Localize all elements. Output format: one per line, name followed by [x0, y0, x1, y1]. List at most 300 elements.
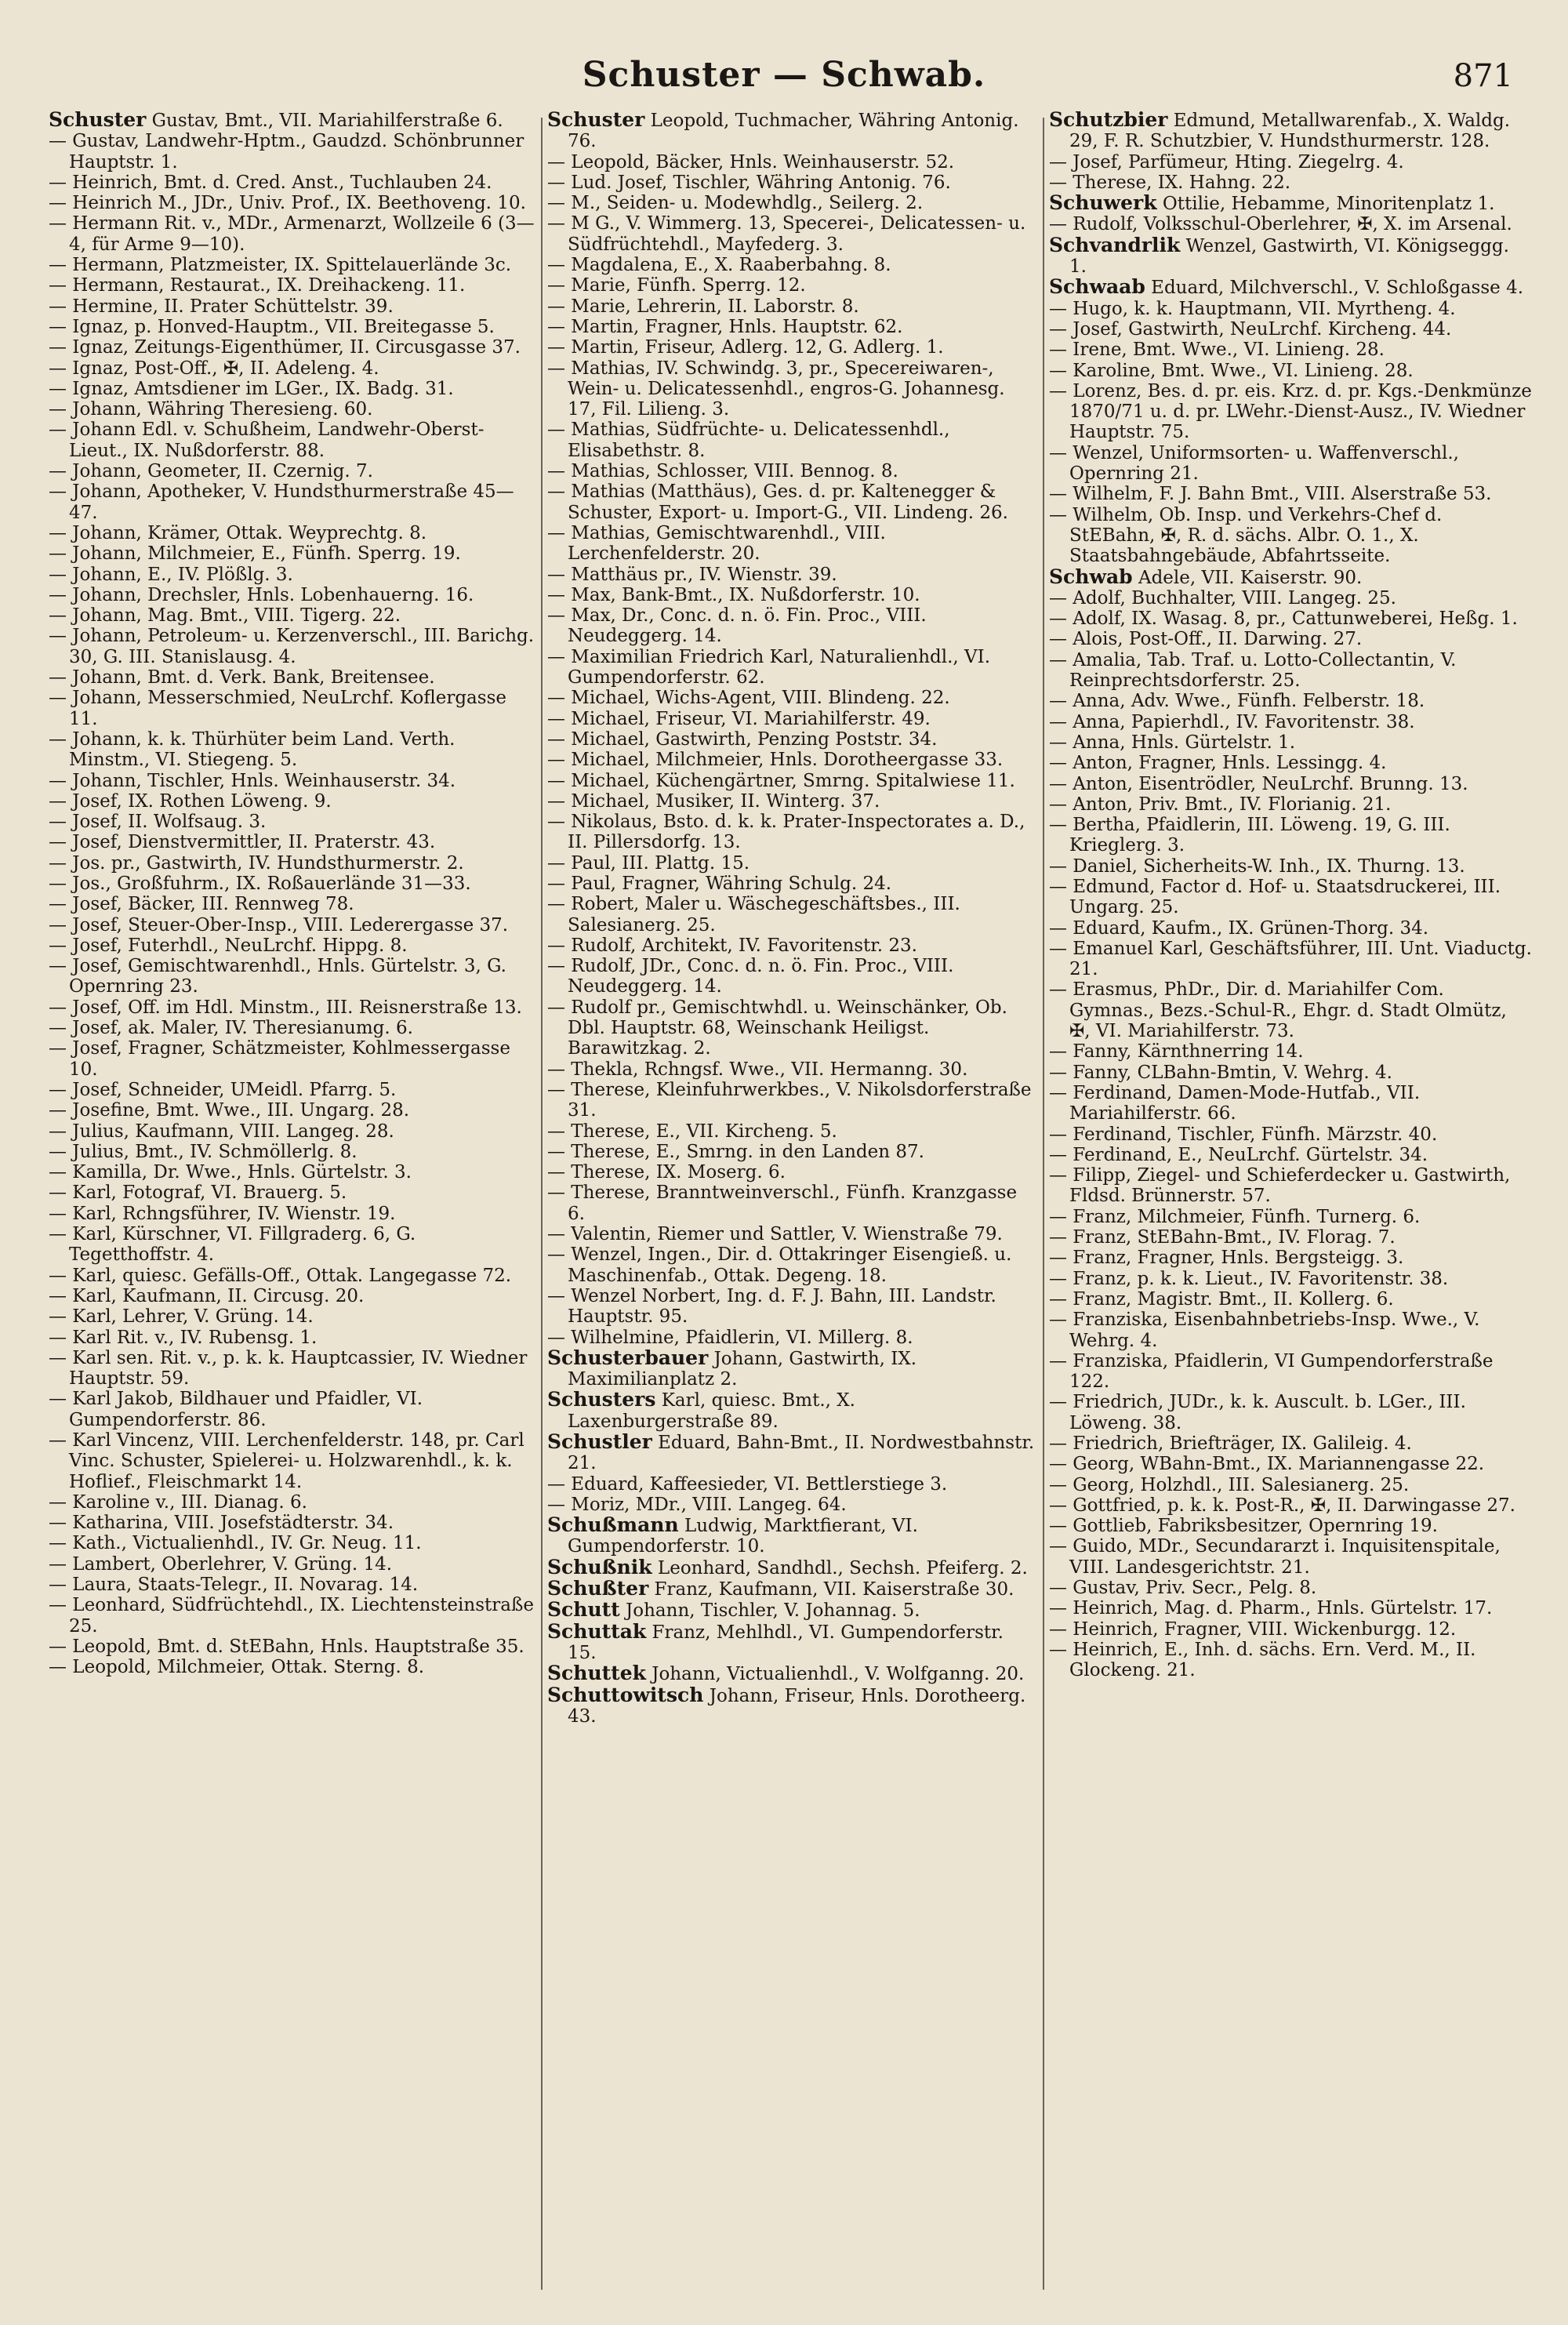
- directory-entry: [547, 1557, 1036, 1578]
- directory-entry: [49, 1306, 536, 1327]
- directory-entry: [1049, 110, 1532, 152]
- entry-text: — Heinrich, Mag. d. Pharm., Hnls. Gürtelstr. 17.: [1049, 1598, 1493, 1619]
- column-1: [49, 110, 536, 2290]
- entry-text: Eduard, Bahn-Bmt., II. Nordwestbahnstr. 21.: [568, 1433, 1035, 1474]
- entry-text: — Friedrich, JUDr., k. k. Auscult. b. LGer., III. Löweng. 38.: [1049, 1392, 1466, 1433]
- directory-entry: [1049, 1083, 1532, 1124]
- entry-text: — Irene, Bmt. Wwe., VI. Linieng. 28.: [1049, 340, 1385, 361]
- directory-entry: [49, 523, 536, 543]
- entry-text: — Karoline v., III. Dianag. 6.: [49, 1491, 307, 1513]
- entry-text: — M G., V. Wimmerg. 13, Specerei-, Delicatessen- u. Südfrüchtehdl., Mayfederg. 3.: [547, 213, 1026, 255]
- directory-entry: [1049, 1165, 1532, 1207]
- directory-entry: [547, 296, 1036, 317]
- entry-text: — Lorenz, Bes. d. pr. eis. Krz. d. pr. Kgs.-Denkmünze 1870/71 u. d. pr. LWehr.-Dienst-Ausz., IV. Wiedner Hauptstr. 75.: [1049, 380, 1532, 443]
- directory-entry: [1049, 340, 1532, 360]
- directory-entry: [49, 812, 536, 832]
- entry-text: — Rudolf, Volksschul-Oberlehrer, ✠, X. im Arsenal.: [1049, 214, 1512, 235]
- entry-text: — Ferdinand, E., NeuLrchf. Gürtelstr. 34.: [1049, 1144, 1428, 1165]
- directory-entry: [1049, 1392, 1532, 1433]
- directory-entry: [547, 420, 1036, 461]
- surname-heading: Schuwerk: [1049, 191, 1157, 215]
- directory-entry: [547, 1328, 1036, 1348]
- directory-entry: [49, 358, 536, 379]
- entry-text: — Leopold, Bäcker, Hnls. Weinhauserstr. 52.: [547, 151, 955, 173]
- entry-text: — Josef, II. Wolfsaug. 3.: [49, 812, 267, 833]
- entry-text: — Mathias, Gemischtwarenhdl., VIII. Lerchenfelderstr. 20.: [547, 522, 886, 565]
- entry-text: — Wenzel, Ingen., Dir. d. Ottakringer Eisengieß. u. Maschinenfab., Ottak. Degeng. 18.: [547, 1244, 1012, 1286]
- entry-text: — Lambert, Oberlehrer, V. Grüng. 14.: [49, 1553, 393, 1575]
- directory-entry: [49, 935, 536, 956]
- directory-entry: [1049, 484, 1532, 504]
- entry-text: — Marie, Lehrerin, II. Laborstr. 8.: [547, 296, 859, 317]
- directory-entry: [1049, 505, 1532, 567]
- directory-entry: [49, 1018, 536, 1038]
- surname-heading: Schutzbier: [1049, 110, 1168, 131]
- entry-text: — Hermann, Restaurat., IX. Dreihackeng. 11.: [49, 275, 466, 296]
- directory-entry: [547, 565, 1036, 585]
- entry-text: — Johann, Messerschmied, NeuLrchf. Koflergasse 11.: [49, 688, 506, 729]
- entry-text: Ludwig, Marktfierant, VI. Gumpendorferstr. 10.: [568, 1516, 918, 1557]
- directory-entry: [547, 1495, 1036, 1515]
- surname-heading: Schuster: [547, 110, 645, 131]
- directory-entry: [547, 255, 1036, 275]
- directory-entry: [1049, 1433, 1532, 1454]
- directory-entry: [1049, 650, 1532, 692]
- entry-text: — Franz, Milchmeier, Fünfh. Turnerg. 6.: [1049, 1206, 1421, 1227]
- entry-text: — Franz, Fragner, Hnls. Bergsteigg. 3.: [1049, 1248, 1404, 1269]
- directory-entry: [1049, 299, 1532, 319]
- entry-text: — Johann, E., IV. Plößlg. 3.: [49, 564, 293, 585]
- directory-entry: [1049, 815, 1532, 856]
- entry-text: — Anna, Adv. Wwe., Fünfh. Felberstr. 18.: [1049, 691, 1425, 712]
- entry-text: Johann, Victualienhdl., V. Wolfganng. 20.: [645, 1664, 1025, 1685]
- entry-text: — Karl Rit. v., IV. Rubensg. 1.: [49, 1327, 318, 1348]
- entry-text: — Michael, Friseur, VI. Mariahilferstr. 49.: [547, 708, 931, 729]
- directory-entry: [1049, 1351, 1532, 1393]
- directory-entry: [1049, 1269, 1532, 1289]
- directory-entry: [49, 1637, 536, 1657]
- surname-heading: Schußmann: [547, 1513, 679, 1537]
- directory-entry: [547, 110, 1036, 152]
- entry-text: — Michael, Wichs-Agent, VIII. Blindeng. 22.: [547, 688, 950, 709]
- directory-entry: [547, 317, 1036, 337]
- entry-text: — Josef, IX. Rothen Löweng. 9.: [49, 790, 332, 812]
- entry-text: — Daniel, Sicherheits-W. Inh., IX. Thurng. 13.: [1049, 856, 1465, 877]
- entry-text: — Josef, Bäcker, III. Rennweg 78.: [49, 894, 354, 915]
- entry-text: — Josef, Off. im Hdl. Minstm., III. Reisnerstraße 13.: [49, 997, 522, 1018]
- directory-entry: [1049, 1248, 1532, 1268]
- directory-entry: [1049, 856, 1532, 877]
- entry-text: — Wenzel, Uniformsorten- u. Waffenverschl., Opernring 21.: [1049, 442, 1459, 485]
- directory-entry: [547, 791, 1036, 812]
- entry-text: — Karl, Lehrer, V. Grüng. 14.: [49, 1306, 314, 1328]
- directory-entry: [49, 173, 536, 193]
- entry-text: Adele, VII. Kaiserstr. 90.: [1132, 567, 1363, 588]
- entry-text: — Martin, Fragner, Hnls. Hauptstr. 62.: [547, 316, 903, 337]
- entry-text: — Therese, IX. Moserg. 6.: [547, 1162, 786, 1183]
- entry-text: — Guido, MDr., Secundararzt i. Inquisitenspitale, VIII. Landesgerichtstr. 21.: [1049, 1536, 1501, 1578]
- entry-text: — Paul, III. Plattg. 15.: [547, 852, 750, 874]
- directory-entry: [547, 152, 1036, 173]
- entry-text: — Martin, Friseur, Adlerg. 12, G. Adlerg. 1.: [547, 337, 944, 358]
- entry-text: — Ignaz, p. Honved-Hauptm., VII. Breitegasse 5.: [49, 316, 495, 337]
- entry-text: — Wilhelm, Ob. Insp. und Verkehrs-Chef d. StEBahn, ✠, R. d. sächs. Albr. O. 1., X. Staatsbahngebäude, Abfahrtsseite.: [1049, 504, 1443, 567]
- entry-text: — Lud. Josef, Tischler, Währing Antonig. 76.: [547, 172, 951, 193]
- directory-entry: [547, 275, 1036, 296]
- directory-entry: [547, 1121, 1036, 1142]
- entry-text: — Johann, Krämer, Ottak. Weyprechtg. 8.: [49, 522, 427, 543]
- page-number: 871: [1453, 58, 1513, 94]
- directory-entry: [49, 461, 536, 481]
- entry-text: — Wilhelmine, Pfaidlerin, VI. Millerg. 8.: [547, 1327, 913, 1348]
- entry-text: Ottilie, Hebamme, Minoritenplatz 1.: [1156, 194, 1495, 215]
- entry-text: — Josef, Fragner, Schätzmeister, Kohlmessergasse 10.: [49, 1038, 510, 1080]
- directory-entry: [1049, 567, 1532, 588]
- directory-entry: [547, 1515, 1036, 1557]
- entry-text: — Karl, Fotograf, VI. Brauerg. 5.: [49, 1182, 347, 1204]
- entry-text: — Anton, Eisentrödler, NeuLrchf. Brunng. 13.: [1049, 773, 1468, 794]
- entry-text: — Gustav, Priv. Secr., Pelg. 8.: [1049, 1578, 1317, 1599]
- entry-text: — Josef, Parfümeur, Hting. Ziegelrg. 4.: [1049, 151, 1404, 173]
- directory-entry: [49, 1038, 536, 1080]
- entry-text: — Robert, Maler u. Wäschegeschäftsbes., III. Salesianerg. 25.: [547, 894, 960, 935]
- directory-entry: [1049, 152, 1532, 173]
- directory-entry: [547, 1685, 1036, 1727]
- directory-entry: [1049, 381, 1532, 443]
- directory-entry: [547, 935, 1036, 956]
- entry-text: — Anton, Fragner, Hnls. Lessingg. 4.: [1049, 753, 1387, 774]
- entry-text: Karl, quiesc. Bmt., X. Laxenburgerstraße 89.: [568, 1390, 855, 1432]
- directory-entry: [547, 1142, 1036, 1162]
- directory-entry: [1049, 979, 1532, 1041]
- entry-text: — Josef, Futerhdl., NeuLrchf. Hippg. 8.: [49, 935, 408, 956]
- directory-entry: [547, 647, 1036, 688]
- entry-text: — Mathias (Matthäus), Ges. d. pr. Kaltenegger & Schuster, Export- u. Import-G., VII. Lindeng. 26.: [547, 481, 1008, 523]
- directory-entry: [547, 1600, 1036, 1621]
- entry-text: — Heinrich M., JDr., Univ. Prof., IX. Beethoveng. 10.: [49, 193, 526, 214]
- entry-text: — Thekla, Rchngsf. Wwe., VII. Hermanng. 30.: [547, 1059, 968, 1080]
- entry-text: — Heinrich, E., Inh. d. sächs. Ern. Verd. M., II. Glockeng. 21.: [1049, 1639, 1476, 1681]
- directory-entry: [547, 1286, 1036, 1328]
- entry-text: — Julius, Kaufmann, VIII. Langeg. 28.: [49, 1121, 394, 1142]
- directory-entry: [49, 565, 536, 585]
- directory-entry: [49, 1162, 536, 1182]
- entry-text: — Leopold, Bmt. d. StEBahn, Hnls. Hauptstraße 35.: [49, 1636, 524, 1657]
- directory-entry: [1049, 235, 1532, 278]
- entry-text: — Anton, Priv. Bmt., IV. Florianig. 21.: [1049, 794, 1392, 815]
- directory-entry: [1049, 732, 1532, 753]
- directory-entry: [1049, 691, 1532, 711]
- directory-entry: [547, 1390, 1036, 1432]
- entry-text: — Karl, quiesc. Gefälls-Off., Ottak. Langegasse 72.: [49, 1265, 512, 1286]
- entry-text: — Leopold, Milchmeier, Ottak. Sterng. 8.: [49, 1657, 425, 1678]
- entry-text: — Gustav, Landwehr-Hptm., Gaudzd. Schönbrunner Hauptstr. 1.: [49, 131, 524, 173]
- directory-entry: [547, 853, 1036, 874]
- entry-text: — Jos., Großfuhrm., IX. Roßauerlände 31—33.: [49, 873, 471, 894]
- entry-text: — Fanny, Kärnthnerring 14.: [1049, 1041, 1304, 1063]
- directory-entry: [547, 956, 1036, 997]
- entry-text: — Michael, Küchengärtner, Smrng. Spitalwiese 11.: [547, 770, 1015, 791]
- entry-text: — Laura, Staats-Telegr., II. Novarag. 14.: [49, 1575, 419, 1596]
- entry-text: — Georg, Holzhdl., III. Salesianerg. 25.: [1049, 1474, 1410, 1495]
- directory-entry: [49, 1121, 536, 1142]
- entry-text: — Julius, Bmt., IV. Schmöllerlg. 8.: [49, 1141, 358, 1162]
- directory-entry: [547, 1619, 1036, 1664]
- entry-text: — Franz, p. k. k. Lieut., IV. Favoritenstr. 38.: [1049, 1268, 1449, 1289]
- directory-entry: [547, 750, 1036, 770]
- entry-text: — Jos. pr., Gastwirth, IV. Hundsthurmerstr. 2.: [49, 852, 464, 874]
- directory-entry: [49, 193, 536, 213]
- directory-entry: [547, 461, 1036, 481]
- directory-entry: [49, 956, 536, 997]
- directory-entry: [49, 399, 536, 420]
- surname-heading: Schußnik: [547, 1555, 652, 1578]
- directory-entry: [1049, 1536, 1532, 1578]
- directory-entry: [547, 213, 1036, 255]
- entry-text: — Marie, Fünfh. Sperrg. 12.: [547, 275, 806, 296]
- entry-text: — Kamilla, Dr. Wwe., Hnls. Gürtelstr. 3.: [49, 1162, 412, 1183]
- entry-text: — Therese, E., Smrng. in den Landen 87.: [547, 1141, 924, 1162]
- entry-text: — Heinrich, Fragner, VIII. Wickenburgg. 12.: [1049, 1618, 1457, 1640]
- entry-text: — Karl sen. Rit. v., p. k. k. Hauptcassier, IV. Wiedner Hauptstr. 59.: [49, 1347, 528, 1390]
- directory-entry: [49, 337, 536, 358]
- entry-text: — Mathias, Schlosser, VIII. Bennog. 8.: [547, 461, 898, 482]
- directory-entry: [1049, 361, 1532, 381]
- directory-entry: [49, 832, 536, 852]
- directory-entry: [49, 1286, 536, 1306]
- surname-heading: Schusters: [547, 1388, 656, 1411]
- directory-entry: [1049, 918, 1532, 939]
- entry-text: — Hermine, II. Prater Schüttelstr. 39.: [49, 296, 394, 317]
- directory-entry: [49, 585, 536, 605]
- entry-text: — Josef, Schneider, UMeidl. Pfarrg. 5.: [49, 1079, 397, 1100]
- entry-text: — Franz, Magistr. Bmt., II. Kollerg. 6.: [1049, 1288, 1394, 1310]
- entry-text: — Emanuel Karl, Geschäftsführer, III. Unt. Viaductg. 21.: [1049, 938, 1532, 980]
- directory-entry: [49, 894, 536, 914]
- directory-entry: [49, 1204, 536, 1224]
- entry-text: — Johann, Währing Theresieng. 60.: [49, 399, 373, 420]
- entry-text: — Max, Bank-Bmt., IX. Nußdorferstr. 10.: [547, 584, 920, 605]
- entry-text: — Josef, Steuer-Ober-Insp., VIII. Lederergasse 37.: [49, 914, 509, 935]
- directory-entry: [49, 110, 536, 131]
- entry-text: — Therese, Kleinfuhrwerkbes., V. Nikolsdorferstraße 31.: [547, 1079, 1032, 1121]
- directory-entry: [1049, 794, 1532, 815]
- directory-entry: [1049, 1598, 1532, 1618]
- entry-text: — Hugo, k. k. Hauptmann, VII. Myrtheng. 4.: [1049, 298, 1456, 319]
- directory-entry: [49, 1142, 536, 1162]
- directory-entry: [49, 791, 536, 812]
- entry-text: — Karl, Rchngsführer, IV. Wienstr. 19.: [49, 1203, 396, 1224]
- directory-entry: [547, 1162, 1036, 1182]
- directory-entry: [1049, 319, 1532, 340]
- directory-entry: [547, 1578, 1036, 1600]
- directory-entry: [547, 1224, 1036, 1244]
- entry-text: — Johann, Petroleum- u. Kerzenverschl., III. Barichg. 30, G. III. Stanislausg. 4.: [49, 626, 535, 667]
- directory-entry: [1049, 774, 1532, 794]
- entry-text: — Rudolf, Architekt, IV. Favoritenstr. 23.: [547, 935, 917, 956]
- directory-columns: [49, 110, 1532, 2298]
- surname-heading: Schußter: [547, 1577, 649, 1600]
- directory-entry: [1049, 1041, 1532, 1062]
- surname-heading: Schuttowitsch: [547, 1683, 704, 1706]
- entry-text: — Therese, IX. Hahng. 22.: [1049, 172, 1291, 193]
- directory-entry: [49, 1100, 536, 1121]
- directory-entry: [547, 894, 1036, 935]
- entry-text: Franz, Mehlhdl., VI. Gumpendorferstr. 15.: [568, 1622, 1004, 1663]
- directory-entry: [547, 1182, 1036, 1224]
- entry-text: — Johann, Drechsler, Hnls. Lobenhauerng. 16.: [49, 584, 474, 605]
- directory-entry: [547, 1348, 1036, 1390]
- entry-text: — Anna, Papierhdl., IV. Favoritenstr. 38.: [1049, 711, 1415, 732]
- entry-text: — Magdalena, E., X. Raaberbahng. 8.: [547, 255, 891, 276]
- entry-text: — Gottlieb, Fabriksbesitzer, Opernring 19.: [1049, 1516, 1438, 1537]
- entry-text: — Max, Dr., Conc. d. n. ö. Fin. Proc., VIII. Neudeggerg. 14.: [547, 605, 927, 647]
- entry-text: — Edmund, Factor d. Hof- u. Staatsdruckerei, III. Ungarg. 25.: [1049, 876, 1501, 918]
- entry-text: — Franziska, Eisenbahnbetriebs-Insp. Wwe., V. Wehrg. 4.: [1049, 1310, 1480, 1351]
- directory-entry: [49, 420, 536, 461]
- entry-text: — Karl, Kaufmann, II. Circusg. 20.: [49, 1285, 365, 1306]
- entry-text: — Johann Edl. v. Schußheim, Landwehr-Oberst-Lieut., IX. Nußdorferstr. 88.: [49, 420, 485, 461]
- directory-entry: [547, 193, 1036, 213]
- entry-text: — Therese, E., VII. Kircheng. 5.: [547, 1121, 837, 1142]
- entry-text: — Ferdinand, Damen-Mode-Hutfab., VII. Mariahilferstr. 66.: [1049, 1082, 1421, 1124]
- entry-text: — Johann, Tischler, Hnls. Weinhauserstr. 34.: [49, 770, 456, 791]
- directory-entry: [49, 131, 536, 173]
- entry-text: — Gottfried, p. k. k. Post-R., ✠, II. Darwingasse 27.: [1049, 1495, 1515, 1516]
- entry-text: — Leonhard, Südfrüchtehdl., IX. Liechtensteinstraße 25.: [49, 1595, 534, 1637]
- entry-text: — Karoline, Bmt. Wwe., VI. Linieng. 28.: [1049, 360, 1414, 381]
- directory-entry: [1049, 173, 1532, 193]
- entry-text: — Therese, Branntweinverschl., Fünfh. Kranzgasse 6.: [547, 1182, 1018, 1224]
- directory-entry: [547, 1663, 1036, 1684]
- entry-text: — Rudolf, JDr., Conc. d. n. ö. Fin. Proc., VIII. Neudeggerg. 14.: [547, 956, 954, 997]
- directory-entry: [1049, 1619, 1532, 1640]
- entry-text: — Karl Vincenz, VIII. Lerchenfelderstr. 148, pr. Carl Vinc. Schuster, Spielerei- u. Holzwarenhdl., k. k. Hoflief., Fleischmarkt 14.: [49, 1430, 524, 1492]
- directory-entry: [49, 771, 536, 791]
- entry-text: — Amalia, Tab. Traf. u. Lotto-Collectantin, V. Reinprechtsdorferstr. 25.: [1049, 649, 1457, 692]
- directory-entry: [49, 1389, 536, 1430]
- directory-entry: [547, 874, 1036, 894]
- column-3: [1049, 110, 1532, 2290]
- directory-entry: [49, 1080, 536, 1100]
- entry-text: — Matthäus pr., IV. Wienstr. 39.: [547, 564, 837, 585]
- entry-text: — Filipp, Ziegel- und Schieferdecker u. Gastwirth, Fldsd. Brünnerstr. 57.: [1049, 1165, 1511, 1207]
- directory-entry: [49, 1554, 536, 1575]
- directory-entry: [49, 997, 536, 1018]
- directory-entry: [1049, 1310, 1532, 1351]
- entry-text: — Johann, Bmt. d. Verk. Bank, Breitensee.: [49, 667, 435, 688]
- entry-text: — Mathias, Südfrüchte- u. Delicatessenhdl., Elisabethstr. 8.: [547, 420, 950, 461]
- entry-text: — Josef, Gemischtwarenhdl., Hnls. Gürtelstr. 3, G. Opernring 23.: [49, 956, 506, 997]
- directory-entry: [49, 1224, 536, 1266]
- directory-entry: [49, 874, 536, 894]
- directory-entry: [1049, 753, 1532, 773]
- directory-entry: [49, 1513, 536, 1533]
- entry-text: — Josef, Dienstvermittler, II. Praterstr. 43.: [49, 832, 436, 853]
- entry-text: — Ignaz, Zeitungs-Eigenthümer, II. Circusgasse 37.: [49, 337, 521, 358]
- directory-entry: [49, 481, 536, 523]
- directory-entry: [49, 729, 536, 771]
- surname-heading: Schwab: [1049, 565, 1133, 588]
- entry-text: Gustav, Bmt., VII. Mariahilferstraße 6.: [146, 111, 503, 131]
- directory-entry: [547, 1059, 1036, 1080]
- directory-entry: [49, 1182, 536, 1203]
- entry-text: — Wilhelm, F. J. Bahn Bmt., VIII. Alserstraße 53.: [1049, 484, 1492, 505]
- directory-entry: [1049, 277, 1532, 298]
- entry-text: — M., Seiden- u. Modewhdlg., Seilerg. 2.: [547, 193, 924, 214]
- entry-text: — Heinrich, Bmt. d. Cred. Anst., Tuchlauben 24.: [49, 172, 492, 193]
- directory-entry: [1049, 1516, 1532, 1536]
- directory-entry: [49, 1657, 536, 1677]
- directory-entry: [1049, 1454, 1532, 1474]
- directory-entry: [547, 173, 1036, 193]
- entry-text: — Friedrich, Briefträger, IX. Galileig. 4.: [1049, 1433, 1412, 1454]
- surname-heading: Schustler: [547, 1430, 652, 1453]
- directory-entry: [547, 1474, 1036, 1495]
- entry-text: Wenzel, Gastwirth, VI. Königseggg. 1.: [1069, 235, 1509, 278]
- directory-entry: [1049, 1063, 1532, 1083]
- directory-entry: [1049, 443, 1532, 485]
- page-header: [0, 55, 1568, 118]
- directory-entry: [1049, 1495, 1532, 1516]
- directory-entry: [547, 1080, 1036, 1121]
- directory-entry: [49, 296, 536, 317]
- directory-entry: [1049, 588, 1532, 608]
- directory-entry: [547, 688, 1036, 708]
- column-2: [547, 110, 1036, 2290]
- entry-text: — Karl, Kürschner, VI. Fillgraderg. 6, G. Tegetthoffstr. 4.: [49, 1224, 416, 1266]
- entry-text: — Kath., Victualienhdl., IV. Gr. Neug. 11.: [49, 1533, 422, 1554]
- directory-entry: [547, 771, 1036, 791]
- directory-entry: [1049, 877, 1532, 918]
- directory-entry: [1049, 214, 1532, 234]
- directory-entry: [49, 853, 536, 874]
- entry-text: — Karl Jakob, Bildhauer und Pfaidler, VI. Gumpendorferstr. 86.: [49, 1389, 423, 1430]
- entry-text: — Bertha, Pfaidlerin, III. Löweng. 19, G. III. Krieglerg. 3.: [1049, 815, 1450, 856]
- entry-text: Leopold, Tuchmacher, Währing Antonig. 76.: [568, 111, 1019, 152]
- entry-text: — Franz, StEBahn-Bmt., IV. Florag. 7.: [1049, 1227, 1396, 1248]
- directory-entry: [49, 543, 536, 564]
- directory-entry: [49, 688, 536, 729]
- directory-entry: [49, 1595, 536, 1637]
- directory-entry: [49, 626, 536, 667]
- directory-entry: [1049, 608, 1532, 629]
- surname-heading: Schwaab: [1049, 275, 1145, 299]
- directory-entry: [49, 667, 536, 688]
- entry-text: — Ignaz, Post-Off., ✠, II. Adeleng. 4.: [49, 358, 379, 379]
- entry-text: — Katharina, VIII. Josefstädterstr. 34.: [49, 1513, 394, 1534]
- entry-text: Franz, Kaufmann, VII. Kaiserstraße 30.: [648, 1579, 1014, 1600]
- directory-entry: [49, 213, 536, 255]
- directory-entry: [1049, 193, 1532, 214]
- directory-entry: [1049, 1289, 1532, 1310]
- directory-entry: [547, 1244, 1036, 1286]
- directory-entry: [1049, 1207, 1532, 1227]
- entry-text: — Alois, Post-Off., II. Darwing. 27.: [1049, 629, 1363, 650]
- entry-text: — Hermann Rit. v., MDr., Armenarzt, Wollzeile 6 (3—4, für Arme 9—10).: [49, 213, 535, 255]
- entry-text: — Ignaz, Amtsdiener im LGer., IX. Badg. 31.: [49, 378, 454, 399]
- entry-text: — Johann, Milchmeier, E., Fünfh. Sperrg. 19.: [49, 543, 461, 565]
- directory-entry: [1049, 629, 1532, 649]
- directory-entry: [49, 1533, 536, 1553]
- directory-entry: [1049, 1145, 1532, 1165]
- directory-entry: [1049, 1475, 1532, 1495]
- directory-entry: [1049, 1124, 1532, 1145]
- entry-text: — Mathias, IV. Schwindg. 3, pr., Specereiwaren-, Wein- u. Delicatessenhdl., engros-G. Johannesg. 17, Fil. Lilieng. 3.: [547, 358, 1005, 420]
- directory-entry: [547, 997, 1036, 1059]
- entry-text: — Johann, k. k. Thürhüter beim Land. Verth. Minstm., VI. Stiegeng. 5.: [49, 728, 456, 771]
- entry-text: — Hermann, Platzmeister, IX. Spittelauerlände 3c.: [49, 255, 512, 276]
